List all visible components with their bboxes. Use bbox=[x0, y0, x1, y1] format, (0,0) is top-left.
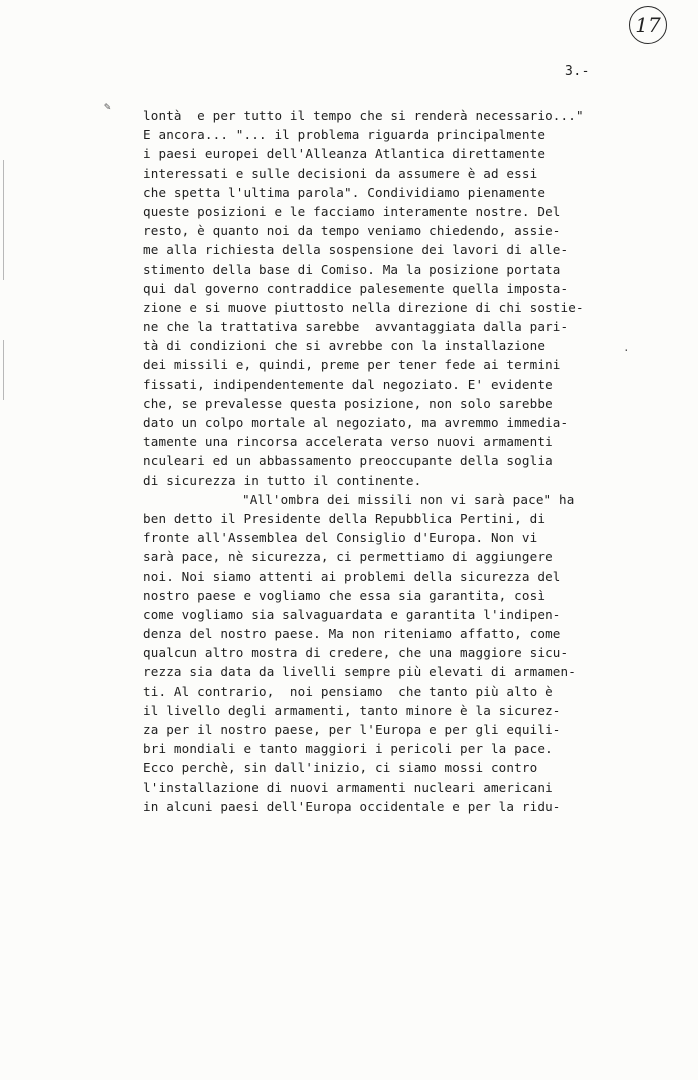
text-line: lontà e per tutto il tempo che si renderà necessario..." bbox=[143, 108, 584, 123]
text-line: queste posizioni e le facciamo interamente nostre. Del bbox=[143, 203, 561, 219]
left-edge-rule bbox=[3, 340, 4, 400]
text-line: E ancora... "... il problema riguarda principalmente bbox=[143, 127, 546, 143]
text-line: tamente una rincorsa accelerata verso nuovi armamenti bbox=[143, 434, 553, 450]
text-line: zione e si muove piuttosto nella direzione di chi sostie- bbox=[143, 299, 584, 315]
text-line: che spetta l'ultima parola". Condividiamo pienamente bbox=[143, 184, 546, 200]
text-line: za per il nostro paese, per l'Europa e per gli equili- bbox=[143, 722, 561, 737]
left-edge-rule bbox=[3, 160, 4, 280]
text-line: ti. Al contrario, noi pensiamo che tanto più alto è bbox=[143, 683, 553, 699]
text-line: nculeari ed un abbassamento preoccupante della soglia bbox=[143, 453, 553, 469]
text-line: fronte all'Assemblea del Consiglio d'Europa. Non vi bbox=[143, 530, 538, 546]
text-line: denza del nostro paese. Ma non riteniamo affatto, come bbox=[143, 626, 561, 642]
text-line: stimento della base di Comiso. Ma la posizione portata bbox=[143, 261, 561, 277]
text-line: ne che la trattativa sarebbe avvantaggiata dalla pari- bbox=[143, 319, 569, 335]
text-line: Ecco perchè, sin dall'inizio, ci siamo mossi contro bbox=[143, 760, 538, 776]
text-line: resto, è quanto noi da tempo veniamo chiedendo, assie- bbox=[143, 223, 561, 239]
text-line: i paesi europei dell'Alleanza Atlantica direttamente bbox=[143, 146, 546, 162]
page-number: 3.- bbox=[565, 64, 590, 79]
margin-pencil-mark: ✎ bbox=[104, 100, 111, 113]
document-body bbox=[143, 106, 623, 816]
text-line: qualcun altro mostra di credere, che una maggiore sicu- bbox=[143, 645, 569, 661]
archive-page-stamp bbox=[629, 6, 667, 44]
margin-dot-mark: · bbox=[623, 344, 630, 357]
text-line: di sicurezza in tutto il continente. bbox=[143, 472, 422, 488]
text-line: rezza sia data da livelli sempre più elevati di armamen- bbox=[143, 664, 576, 680]
text-line: "All'ombra dei missili non vi sarà pace" ha bbox=[242, 491, 575, 507]
text-line: ben detto il Presidente della Repubblica Pertini, di bbox=[143, 510, 546, 526]
text-line: fissati, indipendentemente dal negoziato. E' evidente bbox=[143, 376, 553, 392]
paragraph-2 bbox=[143, 490, 623, 816]
text-line: me alla richiesta della sospensione dei lavori di alle- bbox=[143, 242, 569, 258]
text-line: dei missili e, quindi, preme per tener fede ai termini bbox=[143, 357, 561, 373]
text-line: qui dal governo contraddice palesemente quella imposta- bbox=[143, 280, 569, 296]
text-line: bri mondiali e tanto maggiori i pericoli per la pace. bbox=[143, 741, 553, 757]
paragraph-1 bbox=[143, 106, 623, 490]
text-line: che, se prevalesse questa posizione, non solo sarebbe bbox=[143, 395, 553, 411]
text-line: interessati e sulle decisioni da assumere è ad essi bbox=[143, 165, 538, 181]
text-line: come vogliamo sia salvaguardata e garantita l'indipen- bbox=[143, 606, 561, 622]
text-line: il livello degli armamenti, tanto minore è la sicurez- bbox=[143, 702, 561, 718]
text-line: in alcuni paesi dell'Europa occidentale e per la ridu- bbox=[143, 798, 561, 814]
text-line: tà di condizioni che si avrebbe con la installazione bbox=[143, 338, 546, 354]
text-line: l'installazione di nuovi armamenti nucleari americani bbox=[143, 779, 553, 795]
text-line: nostro paese e vogliamo che essa sia garantita, così bbox=[143, 587, 546, 603]
text-line: dato un colpo mortale al negoziato, ma avremmo immedia- bbox=[143, 415, 569, 430]
archive-page-stamp-number: 17 bbox=[635, 13, 661, 37]
text-line: noi. Noi siamo attenti ai problemi della sicurezza del bbox=[143, 568, 561, 584]
text-line: sarà pace, nè sicurezza, ci permettiamo di aggiungere bbox=[143, 549, 553, 565]
